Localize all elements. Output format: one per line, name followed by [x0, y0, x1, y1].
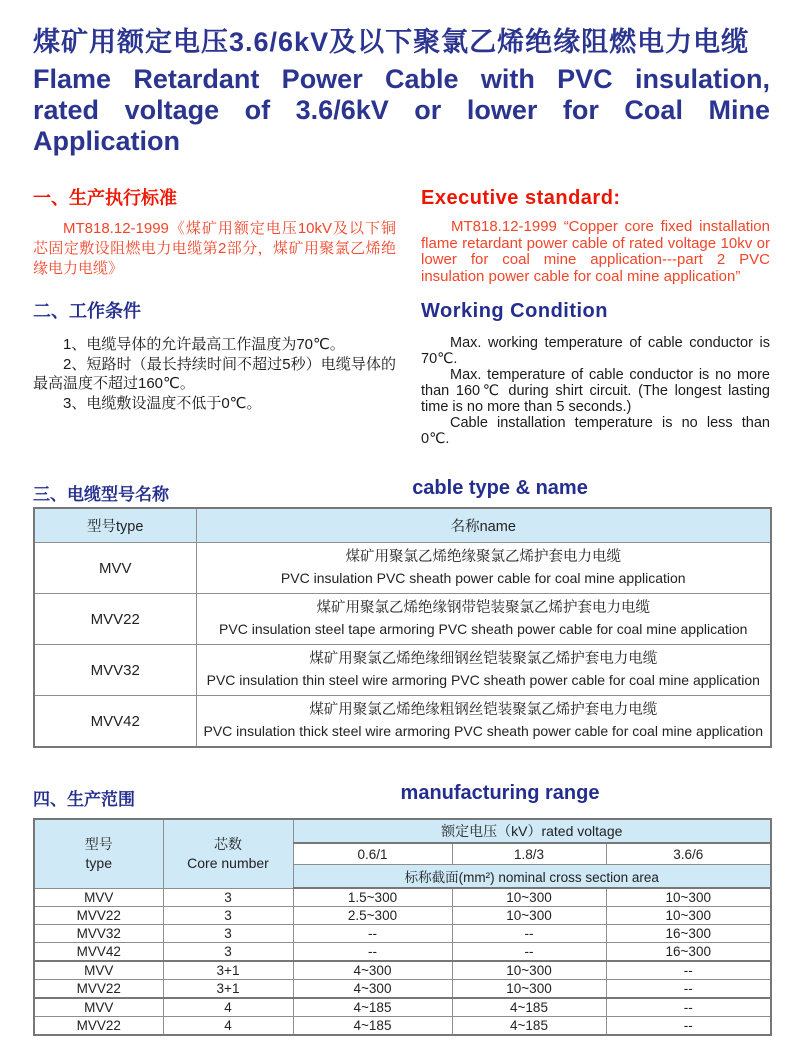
voltage-value-header: 1.8/3: [452, 843, 606, 865]
working-condition-item-zh: 3、电缆敷设温度不低于0℃。: [63, 394, 262, 412]
core-cell: 3+1: [163, 980, 293, 999]
range-cell: 10~300: [606, 907, 771, 925]
table-row: [34, 696, 771, 748]
cable-type-cell: MVV32: [34, 645, 196, 696]
range-cell: 4~300: [293, 961, 452, 980]
range-cell: 4~185: [293, 1017, 452, 1036]
table-row: [34, 961, 771, 980]
range-cell: 16~300: [606, 925, 771, 943]
type-cell: MVV: [34, 961, 163, 980]
cross-section-area-header: 标称截面(mm²) nominal cross section area: [293, 865, 771, 889]
cable-type-cell: MVV: [34, 543, 196, 594]
type-header-en: type: [85, 854, 112, 871]
type-column-header: 型号type: [34, 508, 196, 543]
working-condition-items-zh: [33, 335, 396, 413]
cable-name-en: PVC insulation PVC sheath power cable for coal mine application: [280, 570, 686, 586]
table-row: [34, 645, 771, 696]
range-cell: 4~185: [293, 998, 452, 1017]
type-header-zh: 型号: [84, 835, 113, 852]
type-cell: MVV22: [34, 907, 163, 925]
core-cell: 3: [163, 925, 293, 943]
range-cell: 4~185: [452, 998, 606, 1017]
range-cell: 10~300: [606, 888, 771, 907]
cable-type-table-header-row: [34, 508, 771, 543]
cable-name-cell: [196, 645, 771, 696]
table-row: [34, 998, 771, 1017]
type-cell: MVV22: [34, 980, 163, 999]
table-row: [34, 543, 771, 594]
range-cell: --: [606, 998, 771, 1017]
page-title-en: [33, 64, 770, 157]
table-row: [34, 888, 771, 907]
range-cell: 10~300: [452, 961, 606, 980]
working-condition-heading-en: Working Condition: [421, 300, 608, 322]
page-title-en-line: Application: [33, 126, 180, 156]
range-cell: 1.5~300: [293, 888, 452, 907]
cable-name-en: PVC insulation thin steel wire armoring PVC sheath power cable for coal mine application: [206, 672, 760, 688]
range-cell: 16~300: [606, 943, 771, 962]
core-cell: 4: [163, 1017, 293, 1036]
range-cell: --: [606, 980, 771, 999]
type-cell: MVV42: [34, 943, 163, 962]
cable-name-cell: [196, 696, 771, 748]
working-condition-item-en: Cable installation temperature is no less than 0℃.: [421, 415, 770, 447]
executive-standard-heading-en: Executive standard:: [421, 187, 621, 209]
range-cell: 2.5~300: [293, 907, 452, 925]
core-number-column-header: [163, 819, 293, 888]
working-condition-item-en: Max. temperature of cable conductor is no more than 160℃ during shirt circuit. (The longest lasting time is no more than 5 seconds.): [421, 367, 770, 415]
cable-name-zh: 煤矿用聚氯乙烯绝缘钢带铠装聚氯乙烯护套电力电缆: [316, 600, 650, 616]
voltage-value-header: 0.6/1: [293, 843, 452, 865]
working-condition-item-zh: 2、短路时（最长持续时间不超过5秒）电缆导体的最高温度不超过160℃。: [33, 355, 396, 392]
cable-type-heading-zh: 三、电缆型号名称: [33, 485, 169, 504]
executive-standard-body-zh: MT818.12-1999《煤矿用额定电压10kV及以下铜芯固定敷设阻燃电力电缆第2部分，煤矿用聚氯乙烯绝缘电力电缆》: [33, 220, 396, 277]
core-header-zh: 芯数: [214, 835, 242, 852]
table-row: [34, 943, 771, 962]
cable-type-cell: MVV42: [34, 696, 196, 748]
range-cell: --: [606, 961, 771, 980]
range-cell: --: [606, 1017, 771, 1036]
cable-name-zh: 煤矿用聚氯乙烯绝缘粗钢丝铠装聚氯乙烯护套电力电缆: [309, 702, 658, 718]
manufacturing-range-heading-en: manufacturing range: [400, 782, 600, 804]
range-cell: 4~185: [452, 1017, 606, 1036]
range-cell: 10~300: [452, 907, 606, 925]
page-title-zh: 煤矿用额定电压3.6/6kV及以下聚氯乙烯绝缘阻燃电力电缆: [33, 27, 750, 57]
manufacturing-range-table: [33, 818, 772, 1036]
type-cell: MVV32: [34, 925, 163, 943]
page-title-en-line: rated voltage of 3.6/6kV or lower for Coal Mine: [33, 95, 770, 125]
table-row: [34, 925, 771, 943]
cable-name-cell: [196, 543, 771, 594]
cable-name-cell: [196, 594, 771, 645]
range-cell: --: [293, 925, 452, 943]
core-header-en: Core number: [187, 854, 269, 871]
range-cell: 10~300: [452, 980, 606, 999]
manufacturing-range-heading-zh: 四、生产范围: [33, 790, 135, 809]
core-cell: 3+1: [163, 961, 293, 980]
type-cell: MVV: [34, 888, 163, 907]
voltage-value-header: 3.6/6: [606, 843, 771, 865]
core-cell: 3: [163, 943, 293, 962]
core-cell: 3: [163, 907, 293, 925]
table-row: [34, 980, 771, 999]
range-cell: 10~300: [452, 888, 606, 907]
type-cell: MVV: [34, 998, 163, 1017]
cable-name-zh: 煤矿用聚氯乙烯绝缘细钢丝铠装聚氯乙烯护套电力电缆: [309, 651, 658, 667]
cable-type-section-heading-row: [33, 477, 770, 503]
type-cell: MVV22: [34, 1017, 163, 1036]
chinese-column: [33, 187, 396, 447]
table-row: [34, 594, 771, 645]
range-header-row-voltage: [34, 819, 771, 843]
working-condition-heading-zh: 二、工作条件: [33, 301, 141, 321]
type-column-header: [34, 819, 163, 888]
cable-type-cell: MVV22: [34, 594, 196, 645]
rated-voltage-header: 额定电压（kV）rated voltage: [293, 819, 771, 843]
working-condition-item-en: Max. working temperature of cable conductor is 70℃.: [421, 335, 770, 367]
cable-name-en: PVC insulation thick steel wire armoring PVC sheath power cable for coal mine application: [203, 723, 763, 739]
core-cell: 3: [163, 888, 293, 907]
cable-type-heading-en: cable type & name: [412, 477, 588, 499]
table-row: [34, 907, 771, 925]
cable-type-table: [33, 507, 772, 748]
range-cell: --: [452, 943, 606, 962]
table-row: [34, 1017, 771, 1036]
cable-name-en: PVC insulation steel tape armoring PVC sheath power cable for coal mine application: [219, 621, 748, 637]
range-cell: 4~300: [293, 980, 452, 999]
range-section-heading-row: [33, 782, 770, 808]
range-cell: --: [452, 925, 606, 943]
english-column: [421, 187, 770, 447]
working-condition-items-en: [421, 335, 770, 447]
core-cell: 4: [163, 998, 293, 1017]
executive-standard-heading-zh: 一、生产执行标准: [33, 188, 177, 208]
standards-working-section: [33, 187, 770, 447]
name-column-header: 名称name: [196, 508, 771, 543]
page-title-en-line: Flame Retardant Power Cable with PVC insulation,: [33, 64, 770, 94]
cable-name-zh: 煤矿用聚氯乙烯绝缘聚氯乙烯护套电力电缆: [345, 549, 621, 565]
executive-standard-body-en: MT818.12-1999 “Copper core fixed installation flame retardant power cable of rated voltage 10kv or lower for coal mine application---part 2 PVC insulation power cable for coal mine application”: [421, 219, 770, 285]
working-condition-item-zh: 1、电缆导体的允许最高工作温度为70℃。: [63, 336, 345, 353]
range-cell: --: [293, 943, 452, 962]
